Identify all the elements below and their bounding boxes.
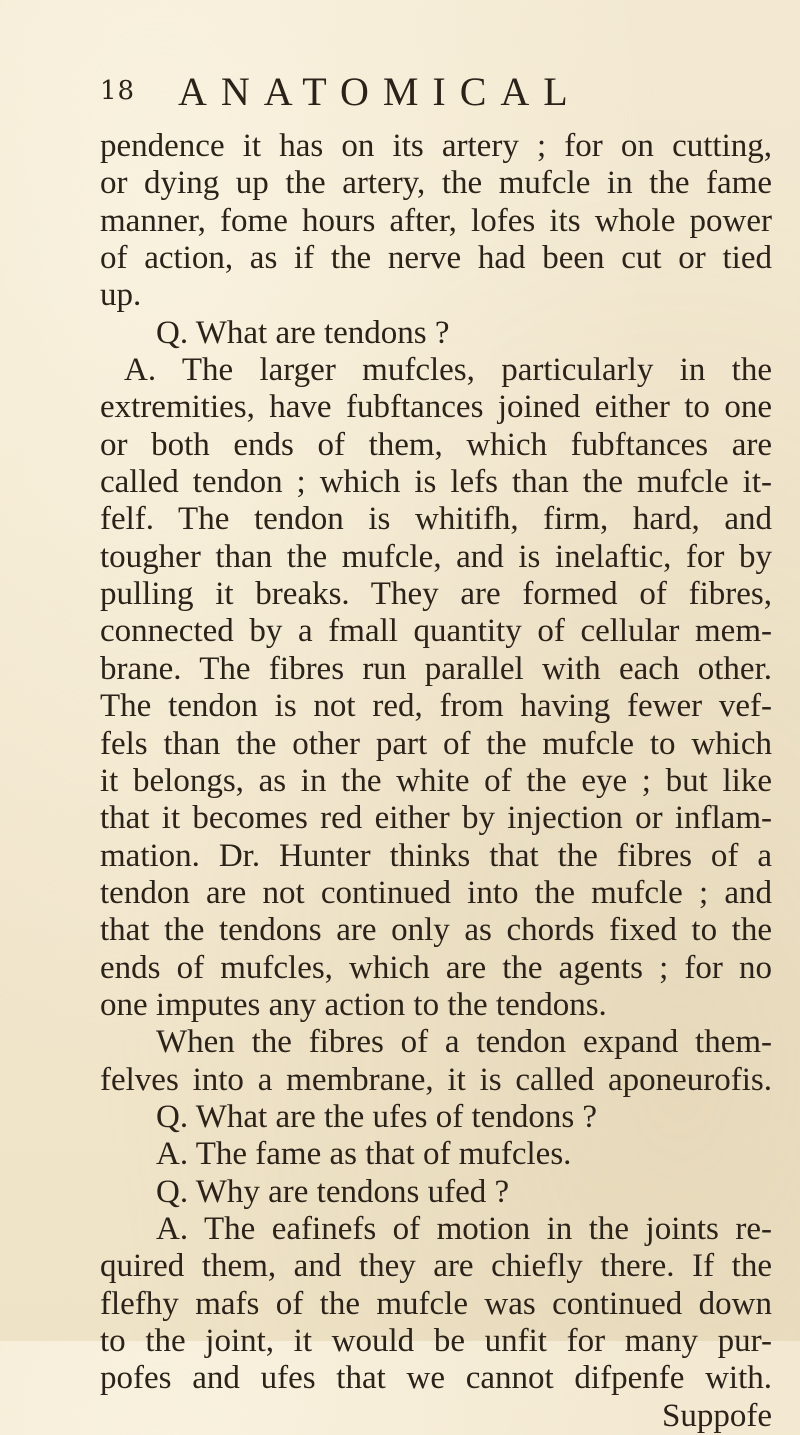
page-number: 18 xyxy=(100,76,136,106)
text-line: that the tendons are only as chords fixed to the xyxy=(100,912,772,949)
question-line: Q. What are the ufes of tendons ? xyxy=(156,1098,598,1135)
text-line: mation. Dr. Hunter thinks that the fibres of a xyxy=(100,837,772,874)
text-line: or both ends of them, which fubftances are xyxy=(100,426,772,463)
running-title: ANATOMICAL xyxy=(178,69,582,114)
text-line: or dying up the artery, the mufcle in the fame xyxy=(100,165,772,202)
question-line: Q. Why are tendons ufed ? xyxy=(156,1173,510,1210)
question-line: Q. What are tendons ? xyxy=(156,314,450,351)
text-line: tendon are not continued into the mufcle ; and xyxy=(100,874,772,911)
body-text xyxy=(100,128,772,1435)
text-line: ends of mufcles, which are the agents ; for no xyxy=(100,949,772,986)
text-line: connected by a fmall quantity of cellular mem- xyxy=(100,613,772,650)
text-line: that it becomes red either by injection or inflam- xyxy=(100,800,772,837)
catchword: Suppofe xyxy=(662,1397,772,1434)
text-line: pofes and ufes that we cannot difpenfe with. xyxy=(100,1360,772,1397)
text-line: flefhy mafs of the mufcle was continued down xyxy=(100,1285,772,1322)
text-line: pulling it breaks. They are formed of fibres, xyxy=(100,576,772,613)
text-line: tougher than the mufcle, and is inelaftic, for by xyxy=(100,538,772,575)
text-line: felf. The tendon is whitifh, firm, hard, and xyxy=(100,501,772,538)
text-line: The tendon is not red, from having fewer vef- xyxy=(100,688,772,725)
text-line: pendence it has on its artery ; for on cutting, xyxy=(100,128,772,164)
text-line: manner, fome hours after, lofes its whole power xyxy=(100,202,772,239)
text-line: called tendon ; which is lefs than the mufcle it- xyxy=(100,464,772,501)
text-line: of action, as if the nerve had been cut or tied xyxy=(100,240,772,277)
text-line: felves into a membrane, it is called aponeurofis. xyxy=(100,1061,772,1098)
text-line: quired them, and they are chiefly there. If the xyxy=(100,1248,772,1285)
text-line: brane. The fibres run parallel with each other. xyxy=(100,650,772,687)
text-line: extremities, have fubftances joined either to one xyxy=(100,389,772,426)
text-line: one imputes any action to the tendons. xyxy=(100,986,607,1023)
answer-line: A. The fame as that of mufcles. xyxy=(156,1136,572,1173)
answer-line: A. The eafinefs of motion in the joints re- xyxy=(156,1210,772,1247)
text-line: to the joint, it would be unfit for many pur- xyxy=(100,1323,772,1359)
answer-line: A. The larger mufcles, particularly in the xyxy=(124,352,772,389)
text-line: it belongs, as in the white of the eye ; but like xyxy=(100,762,772,799)
text-line: When the fibres of a tendon expand them- xyxy=(156,1024,772,1061)
text-line: up. xyxy=(100,277,142,314)
text-line: fels than the other part of the mufcle to which xyxy=(100,725,772,762)
running-head xyxy=(100,68,800,118)
